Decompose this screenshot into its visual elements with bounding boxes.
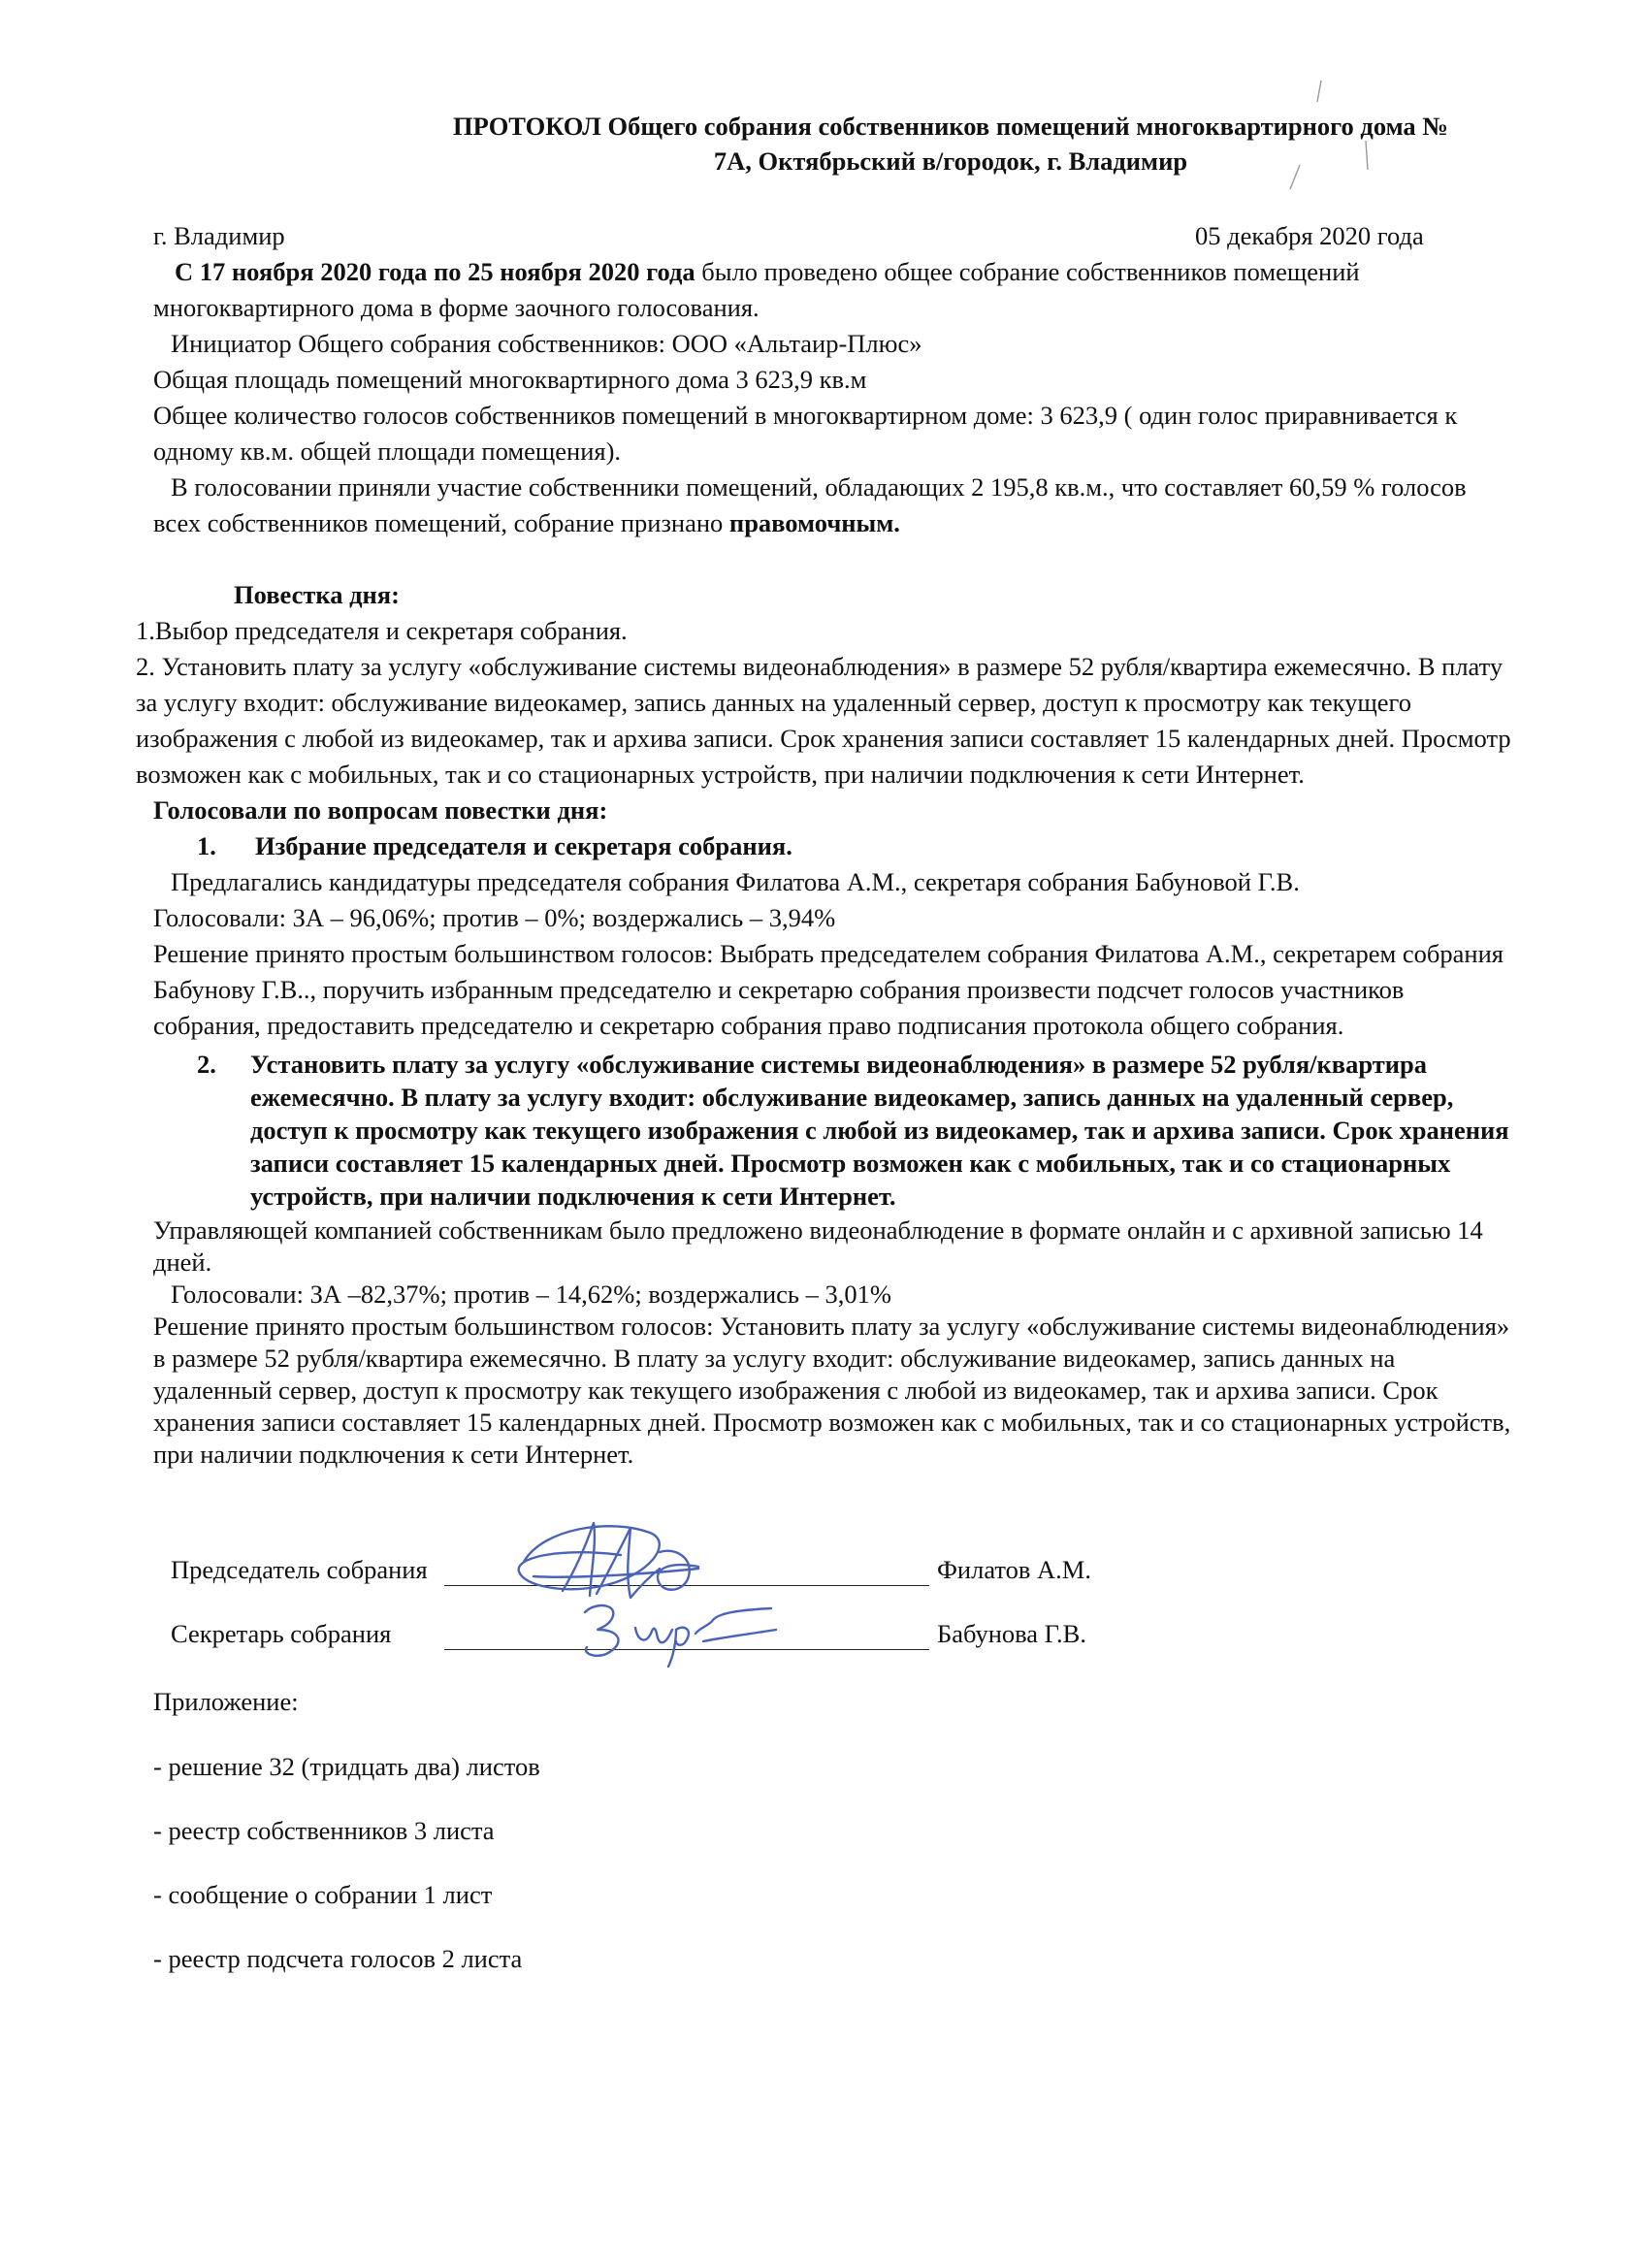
appendix-item: - решение 32 (тридцать два) листов xyxy=(153,1752,540,1781)
chair-signature-label: Председатель собрания xyxy=(171,1555,428,1584)
document-body xyxy=(136,254,1511,1471)
secretary-signature-label: Секретарь собрания xyxy=(171,1619,392,1648)
question-1-text: Избрание председателя и секретаря собрания. xyxy=(255,831,792,860)
title-line-2: 7А, Октябрьский в/городок, г. Владимир xyxy=(713,146,1188,176)
total-area: Общая площадь помещений многоквартирного дома 3 623,9 кв.м xyxy=(153,365,867,394)
title-line-1: ПРОТОКОЛ Общего собрания собственников помещений многоквартирного дома № xyxy=(453,112,1448,141)
agenda-item-2: 2. Установить плату за услугу «обслуживание системы видеонаблюдения» в размере 52 рубля/квартира ежемесячно. В плату за услугу входит: обслуживание видеокамер, запись данных на удаленный сервер, доступ к просмотру как текущего изображения с любой из видеокамер, так и архива записи. Срок хранения записи составляет 15 календарных дней. Просмотр возможен как с мобильных, так и со стационарных устройств, при наличии подключения к сети Интернет. xyxy=(136,652,1511,789)
question-2-decision: Решение принято простым большинством голосов: Установить плату за услугу «обслуживание системы видеонаблюдения» в размере 52 рубля/квартира ежемесячно. В плату за услугу входит: обслуживание видеокамер, запись данных на удаленный сервер, доступ к просмотру как текущего изображения с любой из видеокамер, так и архива записи. Срок хранения записи составляет 15 календарных дней. Просмотр возможен как с мобильных, так и со стационарных устройств, при наличии подключения к сети Интернет. xyxy=(153,1312,1511,1469)
question-1-title xyxy=(153,828,1511,864)
period-dates: С 17 ноября 2020 года по 25 ноября 2020 года xyxy=(175,257,695,286)
question-2-result: Голосовали: ЗА –82,37%; против – 14,62%; воздержались – 3,01% xyxy=(171,1280,891,1309)
agenda-title: Повестка дня: xyxy=(234,580,400,609)
scan-mark xyxy=(1261,73,1377,199)
intro-period xyxy=(153,254,1511,326)
question-2-text: Установить плату за услугу «обслуживание системы видеонаблюдения» в размере 52 рубля/квартира ежемесячно. В плату за услугу входит: обслуживание видеокамер, запись данных на удаленный сервер, доступ к просмотру как текущего изображения с любой из видеокамер, так и архива записи. Срок хранения записи составляет 15 календарных дней. Просмотр возможен как с мобильных, так и со стационарных устройств, при наличии подключения к сети Интернет. xyxy=(250,1050,1509,1211)
voting-heading: Голосовали по вопросам повестки дня: xyxy=(153,795,608,825)
question-2-proposal: Управляющей компанией собственникам было предложено видеонаблюдение в формате онлайн и с архивной записью 14 дней. xyxy=(153,1215,1483,1277)
appendix-item: - сообщение о собрании 1 лист xyxy=(153,1880,493,1909)
secretary-name: Бабунова Г.В. xyxy=(937,1619,1086,1648)
secretary-signature xyxy=(567,1591,781,1669)
agenda-list xyxy=(136,613,1511,793)
appendix-title: Приложение: xyxy=(153,1687,299,1716)
document-date: 05 декабря 2020 года xyxy=(1195,221,1424,250)
agenda-item-1: 1.Выбор председателя и секретаря собрания. xyxy=(136,616,628,645)
period-text: было проведено общее собрание собственников помещений многоквартирного дома в форме заочного голосования. xyxy=(153,257,1360,322)
appendix-item: - реестр собственников 3 листа xyxy=(153,1816,495,1845)
place: г. Владимир xyxy=(153,221,285,250)
question-1-candidates: Предлагались кандидатуры председателя собрания Филатова А.М., секретаря собрания Бабуновой Г.В. xyxy=(171,867,1300,896)
question-1-decision: Решение принято простым большинством голосов: Выбрать председателем собрания Филатова А.М., секретарем собрания Бабунову Г.В.., поручить избранным председателю и секретарю собрания произвести подсчет голосов участников собрания, предоставить председателю и секретарю собрания право подписания протокола общего собрания. xyxy=(153,939,1504,1040)
question-1-number: 1. xyxy=(197,831,216,860)
initiator: Инициатор Общего собрания собственников: ООО «Альтаир-Плюс» xyxy=(171,329,922,358)
chair-name: Филатов А.М. xyxy=(937,1555,1091,1584)
total-votes: Общее количество голосов собственников помещений в многоквартирном доме: 3 623,9 ( один голос приравнивается к одному кв.м. общей площади помещения). xyxy=(153,401,1458,466)
participation-text: В голосовании приняли участие собственники помещений, обладающих 2 195,8 кв.м., что составляет 60,59 % голосов всех собственников помещений, собрание признано xyxy=(153,472,1467,537)
question-2-title xyxy=(153,1048,1511,1213)
participation xyxy=(153,470,1511,541)
question-1-result: Голосовали: ЗА – 96,06%; против – 0%; воздержались – 3,94% xyxy=(153,903,836,932)
question-2-number: 2. xyxy=(197,1050,216,1079)
quorum-status: правомочным. xyxy=(728,508,900,537)
appendix-item: - реестр подсчета голосов 2 листа xyxy=(153,1944,523,1973)
